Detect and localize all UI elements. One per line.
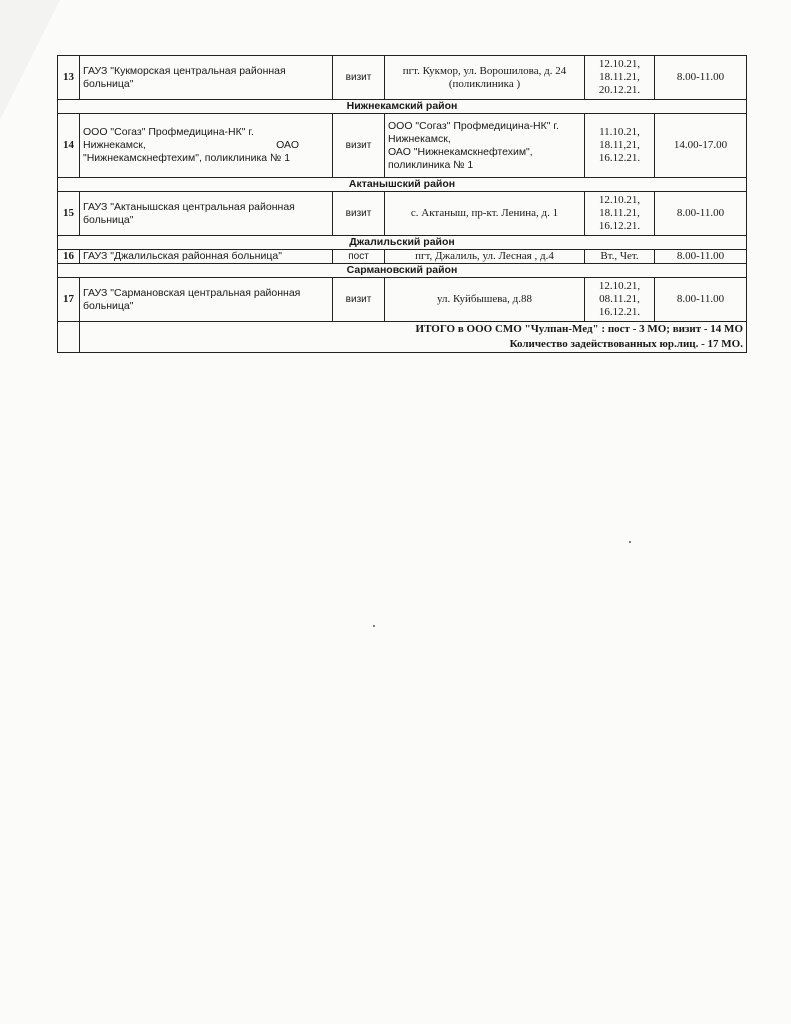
working-hours: 8.00-11.00 [655, 56, 747, 100]
district-name: Сармановский район [58, 264, 747, 278]
working-hours: 8.00-11.00 [655, 278, 747, 322]
service-type: визит [333, 114, 385, 178]
district-name: Актанышский район [58, 178, 747, 192]
address: с. Актаныш, пр-кт. Ленина, д. 1 [385, 192, 585, 236]
scan-speck [373, 625, 375, 627]
organization-name [80, 114, 333, 178]
table-row [58, 114, 747, 178]
org-line: ООО "Согаз" Профмедицина-НК" г. [83, 126, 254, 138]
address-line: ООО "Согаз" Профмедицина-НК" г. [388, 119, 559, 132]
dates: Вт., Чет. [585, 250, 655, 264]
dates [585, 192, 655, 236]
totals-empty-cell [58, 322, 80, 353]
totals-line: Количество задействованных юр.лиц. - 17 МО. [509, 338, 743, 350]
working-hours: 14.00-17.00 [655, 114, 747, 178]
table-row [58, 278, 747, 322]
organization-name: ГАУЗ "Актанышская центральная районная больница" [80, 192, 333, 236]
date: 16.12.21. [598, 306, 641, 318]
date: 18.11.21, [599, 71, 640, 83]
district-row [58, 264, 747, 278]
service-type: визит [333, 278, 385, 322]
page-fold-shadow [0, 0, 60, 120]
district-name: Джалильский район [58, 236, 747, 250]
dates [585, 56, 655, 100]
row-number: 15 [58, 192, 80, 236]
table-row [58, 192, 747, 236]
scan-speck [629, 541, 631, 543]
date: 20.12.21. [598, 84, 641, 96]
date: 18.11.21, [599, 207, 640, 219]
row-number: 17 [58, 278, 80, 322]
row-number: 16 [58, 250, 80, 264]
address-line: поликлиника № 1 [388, 158, 474, 171]
org-line-part: ОАО [276, 139, 299, 151]
service-type: визит [333, 192, 385, 236]
dates [585, 278, 655, 322]
totals-text [80, 322, 747, 353]
address: ул. Куйбышева, д.88 [385, 278, 585, 322]
address-line: (поликлиника ) [448, 77, 521, 90]
address: пгт, Джалиль, ул. Лесная , д.4 [385, 250, 585, 264]
date: 12.10.21, [598, 280, 641, 292]
district-row [58, 178, 747, 192]
dates [585, 114, 655, 178]
date: 16.12.21. [598, 220, 641, 232]
org-line: "Нижнекамскнефтехим", поликлиника № 1 [83, 152, 291, 164]
organization-name: ГАУЗ "Кукморская центральная районная больница" [80, 56, 333, 100]
date: 16.12.21. [598, 152, 641, 164]
district-row [58, 100, 747, 114]
working-hours: 8.00-11.00 [655, 192, 747, 236]
organization-name: ГАУЗ "Джалильская районная больница" [80, 250, 333, 264]
address [385, 114, 585, 178]
address-line: Нижнекамск, [388, 132, 451, 145]
totals-line: ИТОГО в ООО СМО "Чулпан-Мед" : пост - 3 МО; визит - 14 МО [415, 323, 743, 335]
org-line-part: Нижнекамск, [83, 139, 146, 151]
district-name: Нижнекамский район [58, 100, 747, 114]
schedule-table [57, 55, 747, 353]
date: 18.11,21, [599, 139, 640, 151]
service-type: визит [333, 56, 385, 100]
service-type: пост [333, 250, 385, 264]
table-row [58, 250, 747, 264]
date: 08.11.21, [599, 293, 640, 305]
table-row [58, 56, 747, 100]
date: 11.10.21, [599, 126, 640, 138]
row-number: 14 [58, 114, 80, 178]
org-line [83, 139, 329, 152]
organization-name: ГАУЗ "Сармановская центральная районная больница" [80, 278, 333, 322]
totals-row [58, 322, 747, 353]
working-hours: 8.00-11.00 [655, 250, 747, 264]
date: 12.10.21, [598, 58, 641, 70]
row-number: 13 [58, 56, 80, 100]
district-row [58, 236, 747, 250]
address-line: пгт. Кукмор, ул. Ворошилова, д. 24 [402, 64, 567, 77]
address-line: ОАО "Нижнекамскнефтехим", [388, 145, 533, 158]
date: 12.10.21, [598, 194, 641, 206]
address [385, 56, 585, 100]
